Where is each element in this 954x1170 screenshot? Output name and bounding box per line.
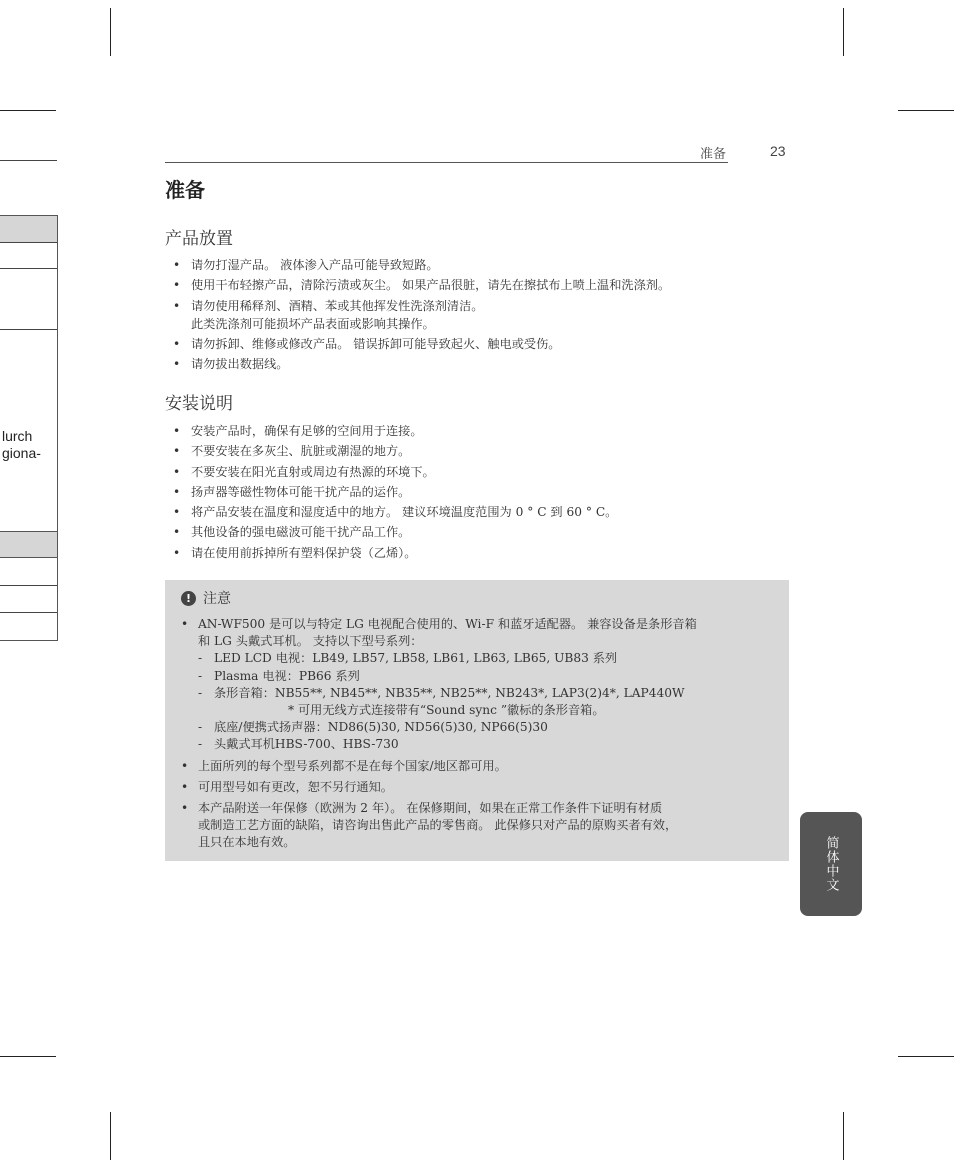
bleed-cell — [0, 557, 58, 641]
bleed-text-1: lurch — [2, 428, 33, 444]
note-title: 注意 — [203, 591, 231, 607]
note-item — [181, 800, 781, 852]
header-rule — [165, 162, 728, 163]
crop-mark — [898, 110, 954, 111]
note-item-text: • AN-WF500 是可以与特定 LG 电视配合使用的、Wi-F 和蓝牙适配器。 兼容设备是条形音箱 — [198, 617, 697, 631]
note-item-text: 或制造工艺方面的缺陷，请咨询出售此产品的零售商。 此保修只对产品的原购买者有效， — [198, 818, 678, 833]
crop-mark — [0, 110, 56, 111]
crop-mark — [898, 1056, 954, 1057]
list-item-text: • 请勿拆卸、维修或修改产品。 错误拆卸可能导致起火、触电或受伤。 — [191, 336, 561, 351]
crop-mark — [0, 1056, 56, 1057]
list-item — [173, 335, 670, 353]
list-item-text: • 请勿拔出数据线。 — [191, 357, 289, 372]
list-item — [173, 297, 670, 333]
bleed-rule — [0, 268, 57, 269]
list-item — [173, 256, 670, 274]
list-item-text: • 请勿打湿产品。 液体渗入产品可能导致短路。 — [191, 258, 439, 272]
note-item-text: • 上面所列的每个型号系列都不是在每个国家/地区都可用。 — [198, 758, 507, 773]
crop-mark — [110, 8, 111, 56]
section-title-product-placement: 产品放置 — [165, 229, 233, 249]
running-header-section: 准备 — [700, 147, 727, 162]
list-item-text: • 使用干布轻擦产品，清除污渍或灰尘。 如果产品很脏，请先在擦拭布上喷上温和洗涤剂。 — [191, 278, 671, 293]
note-item-text: 和 LG 头戴式耳机。 支持以下型号系列： — [198, 634, 423, 649]
model-item: - Plasma 电视：PB66 系列 — [198, 668, 781, 685]
list-item: • 扬声器等磁性物体可能干扰产品的运作。 — [173, 483, 617, 501]
bleed-shaded-cell — [0, 215, 58, 243]
list-item — [173, 276, 670, 294]
model-item-text: 条形音箱：NB55**, NB45**, NB35**, NB25**, NB243*, LAP3(2)4*, LAP440W — [214, 685, 685, 700]
list-item: • 其他设备的强电磁波可能干扰产品工作。 — [173, 523, 617, 541]
note-item-text: • 可用型号如有更改，恕不另行通知。 — [198, 779, 393, 794]
section-title-installation: 安装说明 — [165, 394, 233, 414]
bleed-shaded-cell — [0, 531, 58, 558]
list-item: • 安装产品时，确保有足够的空间用于连接。 — [173, 422, 617, 440]
list-item: • 请在使用前拆掉所有塑料保护袋（乙烯）。 — [173, 544, 617, 562]
installation-list — [173, 422, 617, 564]
list-item — [173, 355, 670, 373]
note-header — [181, 588, 231, 608]
list-item-text: 此类洗涤剂可能损坏产品表面或影响其操作。 — [191, 316, 435, 331]
bleed-rule — [0, 160, 57, 161]
model-list — [198, 650, 781, 753]
model-item: - 头戴式耳机HBS-700、HBS-730 — [198, 736, 781, 753]
note-item — [181, 779, 781, 796]
bleed-text-2: giona- — [2, 445, 41, 461]
crop-mark — [843, 1112, 844, 1160]
page-title: 准备 — [165, 178, 205, 202]
bleed-rule — [0, 585, 57, 586]
note-item — [181, 758, 781, 775]
note-list — [181, 616, 781, 856]
bleed-cell — [0, 243, 58, 531]
list-item: • 不要安装在阳光直射或周边有热源的环境下。 — [173, 463, 617, 481]
page-number: 23 — [770, 143, 786, 159]
bleed-rule — [0, 612, 57, 613]
soundbar-footnote: * 可用无线方式连接带有“Sound sync ”徽标的条形音箱。 — [288, 703, 605, 718]
crop-mark — [110, 1112, 111, 1160]
model-item: - LED LCD 电视：LB49, LB57, LB58, LB61, LB63, LB65, UB83 系列 — [198, 650, 781, 667]
product-placement-list — [173, 256, 670, 375]
exclamation-icon: ! — [181, 591, 196, 606]
bleed-rule — [0, 329, 57, 330]
note-item-text: • 本产品附送一年保修（欧洲为 2 年）。 在保修期间，如果在正常工作条件下证明有材质 — [198, 801, 663, 816]
note-box — [165, 580, 789, 861]
crop-mark — [843, 8, 844, 56]
model-item: - 底座/便携式扬声器：ND86(5)30, ND56(5)30, NP66(5)30 — [198, 719, 781, 736]
list-item: • 不要安装在多灰尘、肮脏或潮湿的地方。 — [173, 442, 617, 460]
model-item — [198, 685, 781, 719]
list-item-text: • 请勿使用稀释剂、酒精、苯或其他挥发性洗涤剂清洁。 — [191, 298, 484, 313]
note-item — [181, 616, 781, 754]
language-tab-label: 简体中文 — [823, 836, 839, 892]
language-tab[interactable] — [800, 812, 862, 916]
note-item-text: 且只在本地有效。 — [198, 835, 296, 850]
list-item: • 将产品安装在温度和湿度适中的地方。 建议环境温度范围为 0 ° C 到 60 ° C。 — [173, 503, 617, 521]
